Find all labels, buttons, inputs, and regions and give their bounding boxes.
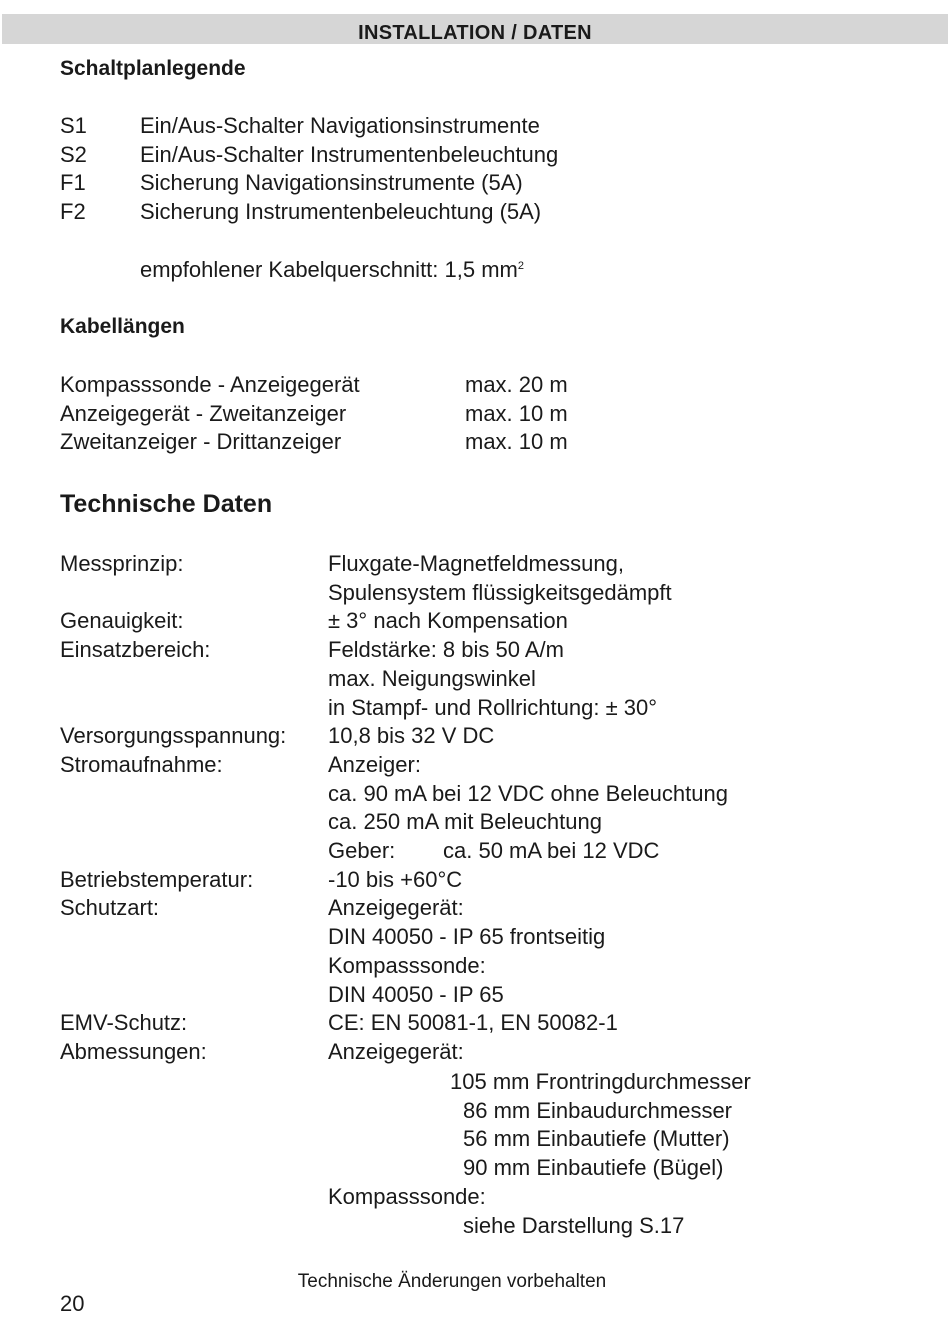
legend-code: S2: [60, 142, 87, 167]
tech-data-value: Feldstärke: 8 bis 50 A/m: [328, 637, 564, 663]
tech-data-label: Stromaufnahme:: [60, 751, 223, 777]
cable-cross-section-note: empfohlener Kabelquerschnitt: 1,5 $mm^2$: [140, 257, 524, 282]
tech-data-row: [0, 981, 950, 1010]
tech-data-value: Fluxgate-Magnetfeldmessung,: [328, 551, 624, 576]
tech-data-label: Messprinzip:: [60, 551, 184, 576]
legend-code: F2: [60, 199, 86, 224]
tech-data-label: Versorgungsspannung:: [60, 723, 287, 749]
cable-length: max. 10 m: [465, 429, 568, 454]
tech-data-value: ca. 90 mA bei 12 VDC ohne Beleuchtung: [328, 780, 728, 806]
tech-data-value: Anzeiger:: [328, 751, 421, 777]
tech-data-row: [0, 837, 950, 866]
tech-data-row: [0, 780, 950, 809]
tech-data-value: Kompasssonde:: [328, 952, 486, 978]
legend-heading: Schaltplanlegende: [60, 57, 246, 80]
tech-data-label: EMV-Schutz:: [60, 1010, 188, 1036]
tech-data-value: in Stampf- und Rollrichtung: ± 30°: [328, 694, 658, 720]
tech-data-value: DIN 40050 - IP 65 frontseitig: [328, 924, 606, 950]
page-header-title: INSTALLATION / DATEN: [358, 22, 592, 44]
tech-data-row: [0, 923, 950, 952]
tech-data-row: [0, 579, 950, 608]
superscript: 2: [517, 260, 524, 272]
tech-data-heading: Technische Daten: [60, 490, 273, 518]
tech-data-value: Spulensystem flüssigkeitsgedämpft: [328, 579, 672, 605]
tech-data-value: DIN 40050 - IP 65: [328, 981, 504, 1007]
tech-data-value: ca. 250 mA mit Beleuchtung: [328, 809, 602, 835]
tech-data-row: [0, 665, 950, 694]
probe-label: Kompasssonde:: [328, 1184, 486, 1209]
tech-data-label: Schutzart:: [60, 895, 160, 921]
tech-data-value: Anzeigegerät:: [328, 895, 464, 921]
legend-text: Sicherung Navigationsinstrumente (5A): [140, 170, 523, 195]
tech-data-label: Genauigkeit:: [60, 608, 184, 634]
legend-text: Ein/Aus-Schalter Instrumentenbeleuchtung: [140, 142, 559, 167]
cable-lengths-heading: Kabellängen: [60, 315, 185, 338]
tech-data-row: [0, 550, 950, 579]
tech-data-row: [0, 866, 950, 895]
tech-data-row: [0, 751, 950, 780]
cable-route: Kompasssonde - Anzeigegerät: [60, 372, 360, 397]
tech-data-value: 10,8 bis 32 V DC: [328, 723, 495, 749]
tech-data-label: Einsatzbereich:: [60, 637, 211, 663]
tech-data-value: max. Neigungswinkel: [328, 665, 536, 691]
legend-text: Ein/Aus-Schalter Navigationsinstrumente: [140, 113, 540, 138]
tech-data-value: Anzeigegerät:: [328, 1038, 464, 1064]
dimension-line: 90 mm Einbautiefe (Bügel): [463, 1155, 724, 1180]
probe-reference: siehe Darstellung S.17: [463, 1213, 685, 1238]
tech-data-value: ± 3° nach Kompensation: [328, 608, 568, 634]
tech-data-label: Betriebstemperatur:: [60, 866, 254, 892]
dimension-line: 56 mm Einbautiefe (Mutter): [463, 1126, 730, 1151]
tech-data-value: Geber:: [328, 838, 396, 863]
tech-data-row: [0, 607, 950, 636]
tech-data-row: [0, 1009, 950, 1038]
cable-length: max. 10 m: [465, 401, 568, 426]
dimension-line: 86 mm Einbaudurchmesser: [463, 1098, 733, 1123]
tech-data-row: [0, 1038, 950, 1067]
tech-data-row: [0, 894, 950, 923]
tech-data-row: [0, 722, 950, 751]
tech-data-value: CE: EN 50081-1, EN 50082-1: [328, 1010, 618, 1036]
cable-route: Zweitanzeiger - Drittanzeiger: [60, 429, 342, 454]
footer-note: Technische Änderungen vorbehalten: [297, 1271, 607, 1292]
tech-data-row: [0, 694, 950, 723]
tech-data-row: [0, 952, 950, 981]
cable-route: Anzeigegerät - Zweitanzeiger: [60, 401, 347, 426]
tech-data-row: [0, 808, 950, 837]
dimension-line: 105 mm Frontringdurchmesser: [450, 1069, 751, 1094]
tech-data-label: Abmessungen:: [60, 1038, 207, 1064]
cable-length: max. 20 m: [465, 372, 568, 397]
tech-data-value-extra: ca. 50 mA bei 12 VDC: [443, 838, 660, 863]
tech-data-value: -10 bis +60°C: [328, 866, 463, 892]
tech-data-row: [0, 636, 950, 665]
legend-code: F1: [60, 170, 86, 195]
legend-text: Sicherung Instrumentenbeleuchtung (5A): [140, 199, 542, 224]
page-number: 20: [60, 1291, 85, 1316]
legend-code: S1: [60, 113, 87, 138]
